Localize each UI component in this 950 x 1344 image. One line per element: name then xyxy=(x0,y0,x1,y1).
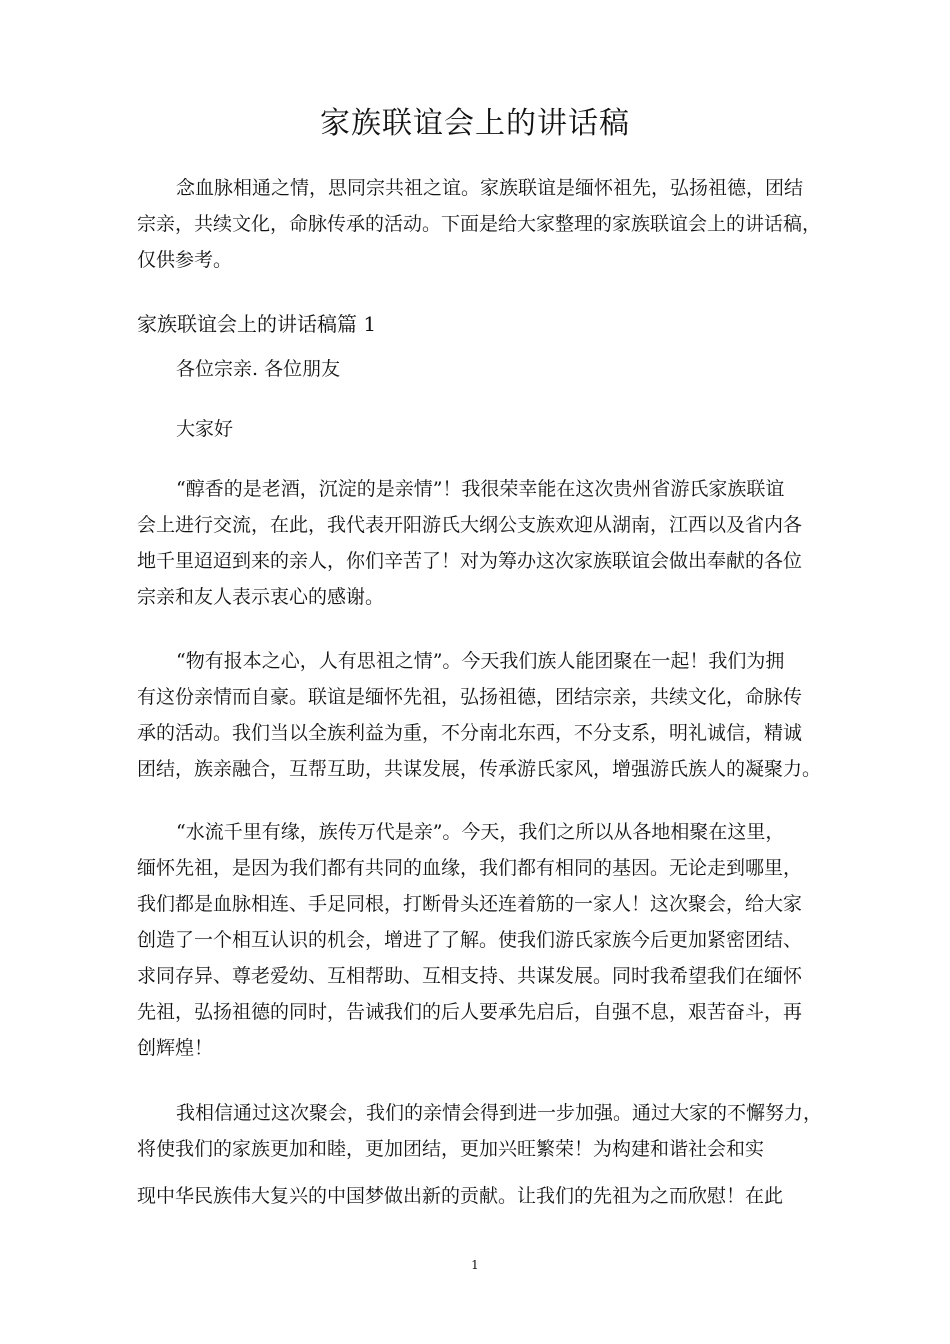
text-line: “水流千里有缘，族传万代是亲”。今天，我们之所以从各地相聚在这里， xyxy=(176,821,785,843)
text-line: 念血脉相通之情，思同宗共祖之谊。家族联谊是缅怀祖先，弘扬祖德，团结 xyxy=(176,177,804,199)
greeting-line: 大家好 xyxy=(176,418,234,440)
text-line: 有这份亲情而自豪。联谊是缅怀先祖，弘扬祖德，团结宗亲，共续文化，命脉传 xyxy=(137,686,803,708)
text-line: 先祖，弘扬祖德的同时，告诫我们的后人要承先启后，自强不息，艰苦奋斗，再 xyxy=(137,1001,803,1023)
text-line: 缅怀先祖，是因为我们都有共同的血缘，我们都有相同的基因。无论走到哪里， xyxy=(137,857,803,879)
text-line: 承的活动。我们当以全族利益为重，不分南北东西，不分支系，明礼诚信，精诚 xyxy=(137,722,803,744)
page-number: 1 xyxy=(471,1258,479,1272)
text-line: 将使我们的家族更加和睦，更加团结，更加兴旺繁荣！为构建和谐社会和实 xyxy=(137,1138,765,1160)
text-line: 我相信通过这次聚会，我们的亲情会得到进一步加强。通过大家的不懈努力， xyxy=(176,1102,823,1124)
section-heading: 家族联谊会上的讲话稿篇 1 xyxy=(137,312,377,336)
text-line: 宗亲和友人表示衷心的感谢。 xyxy=(137,586,385,608)
text-line: 创辉煌！ xyxy=(137,1037,214,1059)
document-title: 家族联谊会上的讲话稿 xyxy=(320,106,630,141)
text-line: 求同存异、尊老爱幼、互相帮助、互相支持、共谋发展。同时我希望我们在缅怀 xyxy=(137,965,803,987)
text-line: “物有报本之心，人有思祖之情”。今天我们族人能团聚在一起！我们为拥 xyxy=(176,650,785,672)
text-line: 会上进行交流，在此，我代表开阳游氏大纲公支族欢迎从湖南，江西以及省内各 xyxy=(137,514,803,536)
text-line: 宗亲，共续文化，命脉传承的活动。下面是给大家整理的家族联谊会上的讲话稿， xyxy=(137,213,822,235)
greeting-line: 各位宗亲. 各位朋友 xyxy=(176,358,341,380)
text-line: 创造了一个相互认识的机会，增进了了解。使我们游氏家族今后更加紧密团结、 xyxy=(137,929,803,951)
text-line: 仅供参考。 xyxy=(137,249,233,271)
text-line: 团结，族亲融合，互帮互助，共谋发展，传承游氏家风，增强游氏族人的凝聚力。 xyxy=(137,758,822,780)
text-line: 我们都是血脉相连、手足同根，打断骨头还连着筋的一家人！这次聚会，给大家 xyxy=(137,893,803,915)
text-line: “醇香的是老酒，沉淀的是亲情”！我很荣幸能在这次贵州省游氏家族联谊 xyxy=(176,478,785,500)
text-line: 地千里迢迢到来的亲人，你们辛苦了！对为筹办这次家族联谊会做出奉献的各位 xyxy=(137,550,803,572)
text-line: 现中华民族伟大复兴的中国梦做出新的贡献。让我们的先祖为之而欣慰！在此 xyxy=(137,1185,784,1207)
